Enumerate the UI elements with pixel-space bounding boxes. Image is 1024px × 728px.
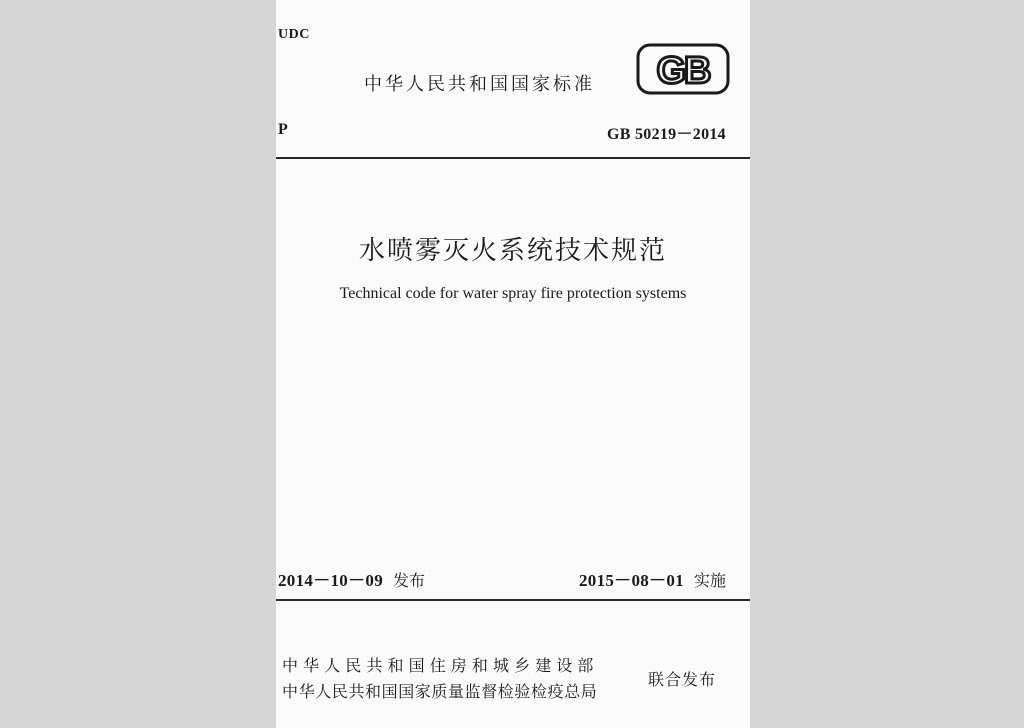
bottom-divider [276,599,750,601]
issue-date: 2014－10－09 [278,571,383,590]
title-english: Technical code for water spray fire protection systems [339,285,687,302]
issuers-block [282,653,599,705]
issuer-aqsiq: 中华人民共和国国家质量监督检验检疫总局 [282,682,598,701]
standard-heading: 中华人民共和国国家标准 [364,74,595,95]
udc-label: UDC [278,27,310,42]
effective-date-row [579,566,726,591]
issuer-ministry: 中华人民共和国住房和城乡建设部 [282,656,599,675]
issue-date-row [278,566,425,591]
issue-label: 发布 [393,571,426,590]
gb-logo-text: GB [656,50,710,92]
effective-date: 2015－08－01 [578,571,684,590]
top-divider [276,157,750,159]
joint-issue-label: 联合发布 [648,670,717,689]
effective-label: 实施 [693,571,726,590]
document-page [276,0,750,728]
gb-logo-icon [636,43,730,95]
standard-number: GB 50219－2014 [606,126,726,143]
title-chinese: 水喷雾灭火系统技术规范 [358,236,667,266]
classification-code: P [278,121,288,138]
